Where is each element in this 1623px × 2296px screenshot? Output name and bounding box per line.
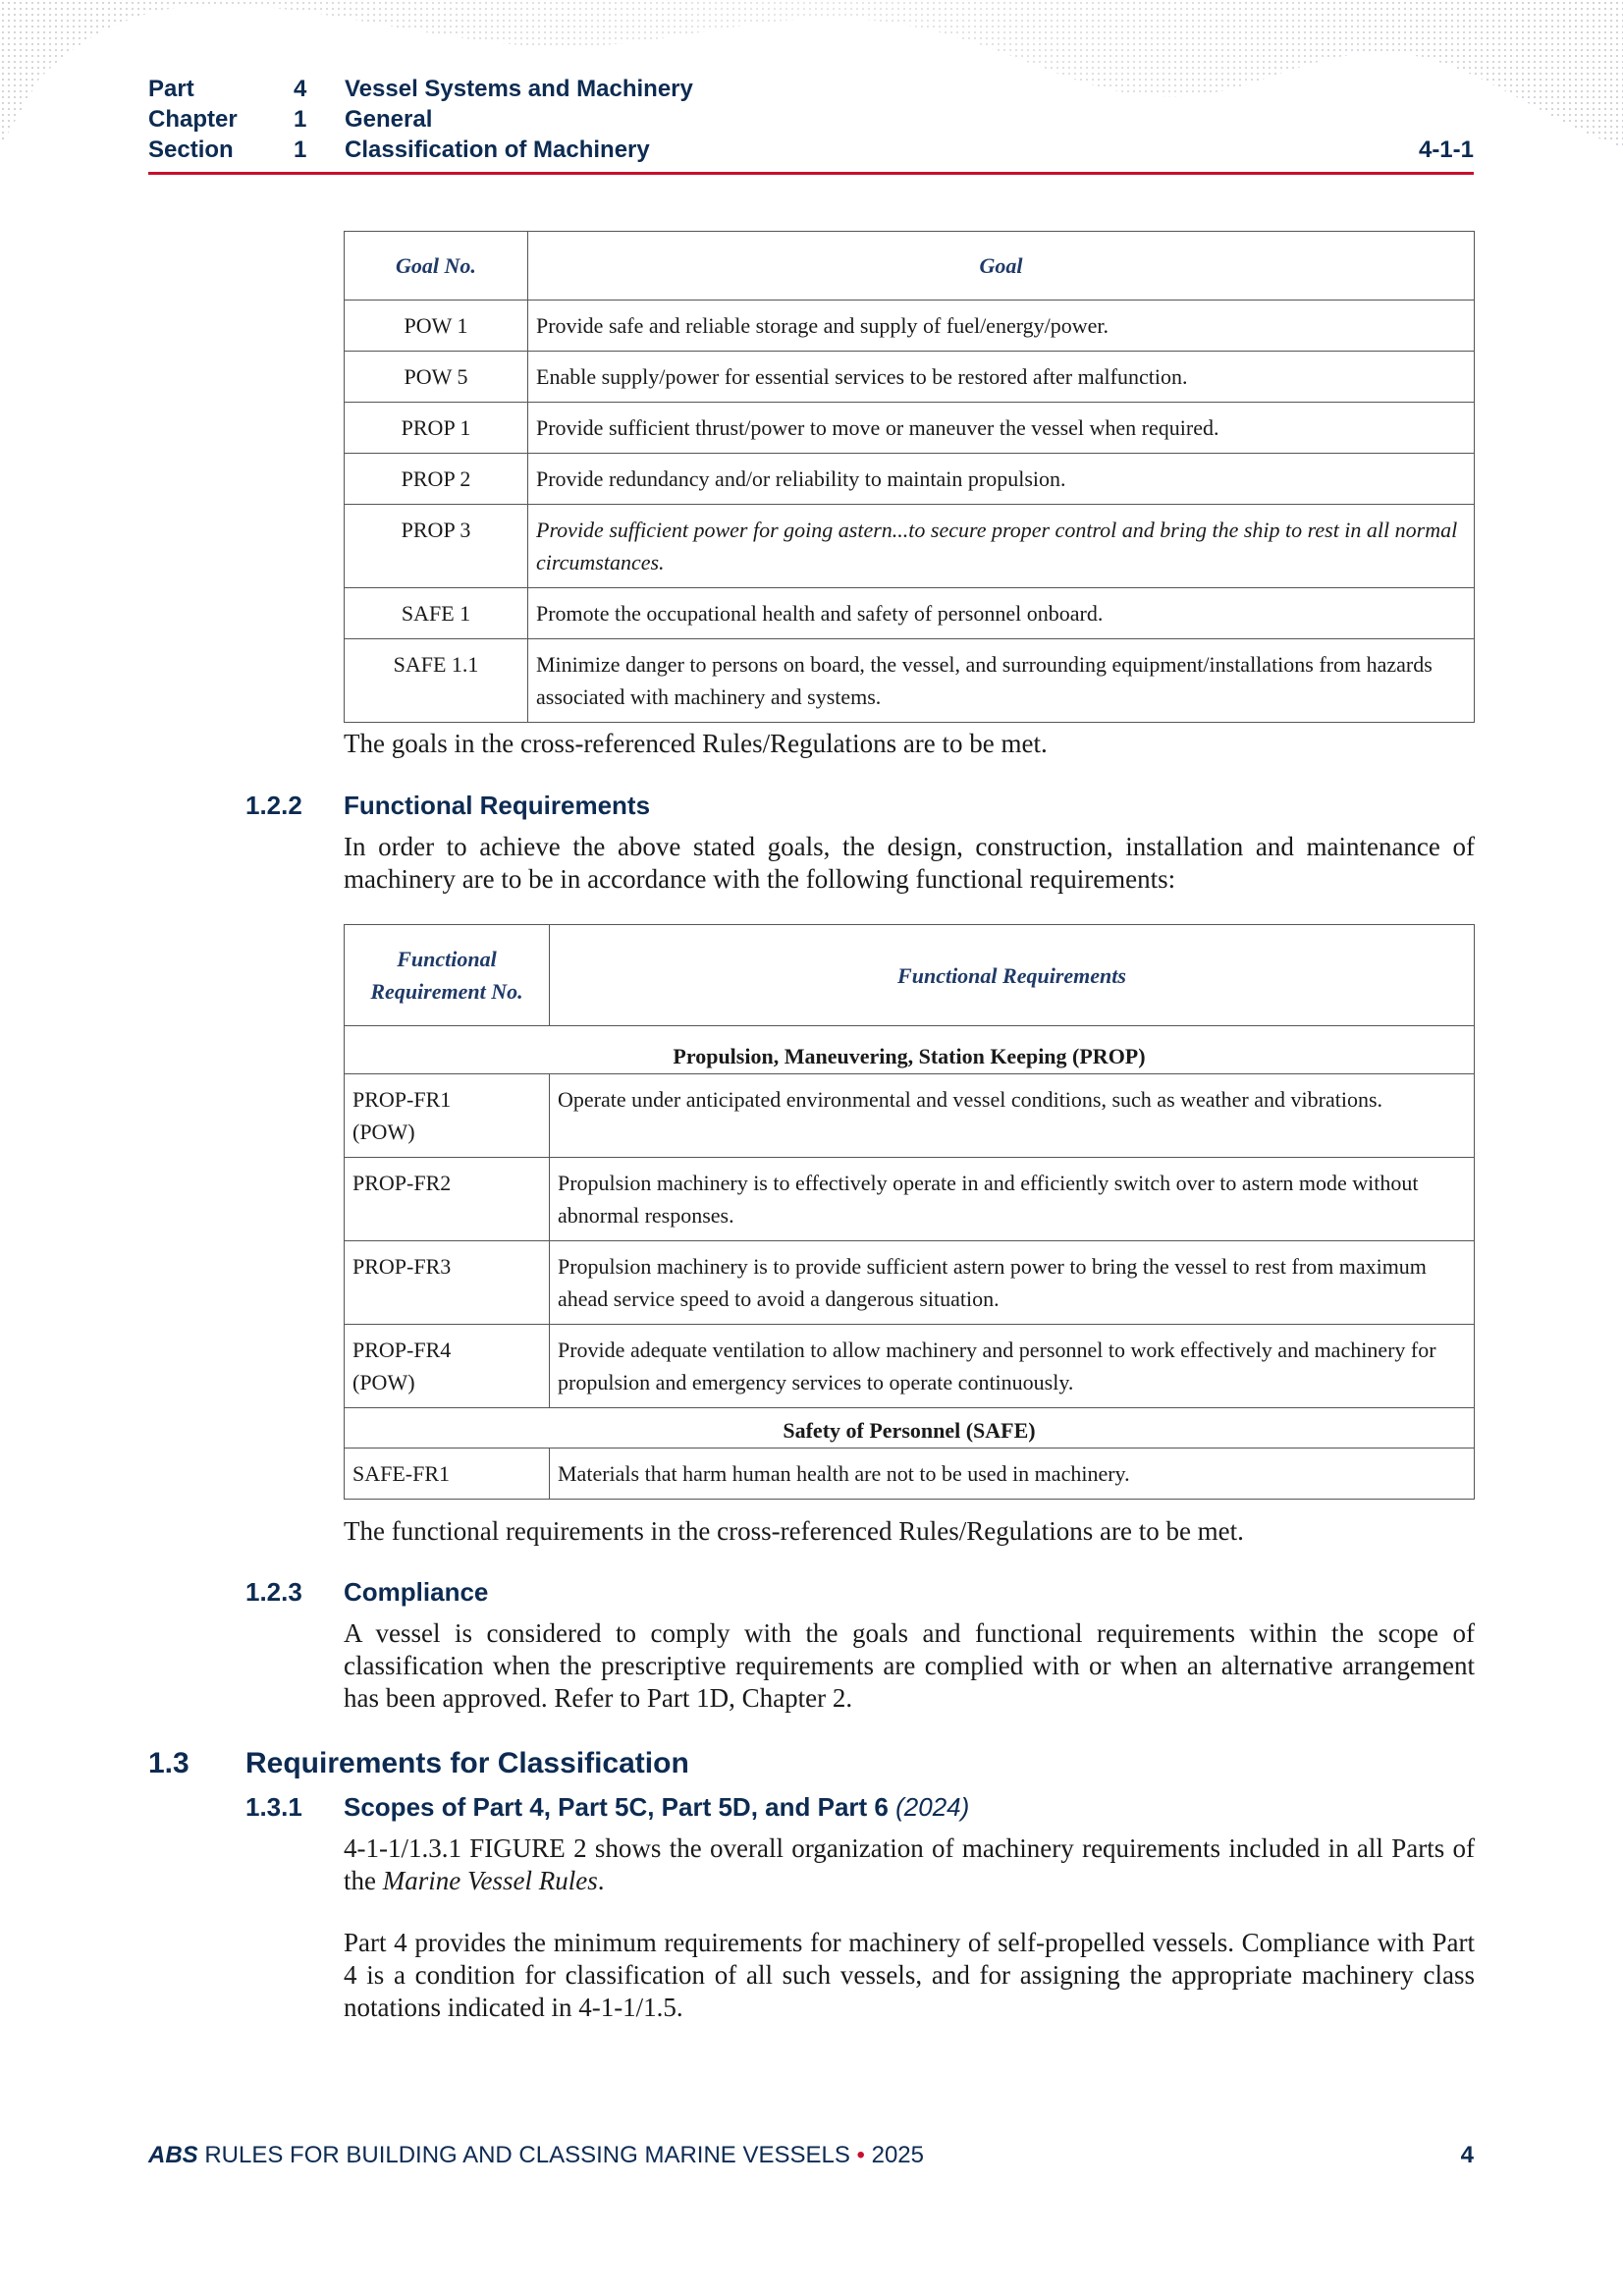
- fr-id-line1: PROP-FR2: [352, 1171, 452, 1195]
- fr-id-line2: (POW): [352, 1120, 415, 1144]
- section-label: Section: [148, 137, 234, 163]
- footer-year: 2025: [871, 2142, 924, 2168]
- goal-text: Enable supply/power for essential services to be restored after malfunction.: [528, 352, 1475, 403]
- footer-title: RULES FOR BUILDING AND CLASSING MARINE VESSELS: [204, 2142, 850, 2168]
- section-number: 1: [294, 137, 307, 163]
- goals-table: [344, 231, 1475, 723]
- table-row: [345, 639, 1475, 723]
- goal-id: POW 5: [345, 352, 528, 403]
- running-header-part: [148, 75, 1474, 104]
- fr-id-line1: PROP-FR3: [352, 1254, 452, 1279]
- fr-text: Propulsion machinery is to effectively operate in and efficiently switch over to astern mode without abnormal responses.: [550, 1158, 1475, 1241]
- table-row: [345, 1074, 1475, 1158]
- goal-id: PROP 2: [345, 454, 528, 505]
- goal-id: SAFE 1: [345, 588, 528, 639]
- section-1-3-number: 1.3: [148, 1747, 189, 1779]
- fr-id: [345, 1158, 550, 1241]
- fr-group-safe: Safety of Personnel (SAFE): [345, 1408, 1475, 1449]
- section-1-3-1-paragraph-1: [344, 1832, 1475, 1897]
- footer-page-number: 4: [1460, 2142, 1474, 2168]
- fr-id: [345, 1241, 550, 1325]
- section-1-2-3-title: Compliance: [344, 1577, 489, 1607]
- table-row: [345, 403, 1475, 454]
- p1-text-b: .: [597, 1866, 605, 1895]
- chapter-title: General: [345, 106, 433, 133]
- page-footer: [148, 2139, 1474, 2172]
- fr-id-line2: (POW): [352, 1370, 415, 1394]
- chapter-label: Chapter: [148, 106, 238, 133]
- table-row: [345, 1325, 1475, 1408]
- table-row: [345, 1241, 1475, 1325]
- section-title: Classification of Machinery: [345, 137, 650, 163]
- table-row: [345, 301, 1475, 352]
- goal-text: Provide redundancy and/or reliability to maintain propulsion.: [528, 454, 1475, 505]
- table-row: [345, 1449, 1475, 1500]
- chapter-number: 1: [294, 106, 307, 133]
- fr-text: Operate under anticipated environmental and vessel conditions, such as weather and vibrations.: [550, 1074, 1475, 1158]
- fr-id-line1: PROP-FR4: [352, 1338, 452, 1362]
- goals-table-header: [345, 232, 1475, 301]
- p1-text-a: 4-1-1/1.3.1 FIGURE 2 shows the overall organization of machinery requirements included in all Parts of the: [344, 1833, 1475, 1895]
- fr-id-line1: PROP-FR1: [352, 1087, 452, 1112]
- part-title: Vessel Systems and Machinery: [345, 76, 693, 102]
- goal-no-header: Goal No.: [345, 232, 528, 301]
- section-1-3-title: Requirements for Classification: [245, 1747, 689, 1779]
- goal-text: Provide sufficient power for going astern...to secure proper control and bring the ship to rest in all normal circumstances.: [528, 505, 1475, 588]
- goal-text: Promote the occupational health and safety of personnel onboard.: [528, 588, 1475, 639]
- goal-text: Provide safe and reliable storage and supply of fuel/energy/power.: [528, 301, 1475, 352]
- fr-table-header: [345, 925, 1475, 1026]
- fr-no-header-line2: Requirement No.: [370, 979, 523, 1004]
- table-row: [345, 454, 1475, 505]
- section-1-3-1-title: Scopes of Part 4, Part 5C, Part 5D, and Part 6: [344, 1792, 889, 1822]
- goal-id: PROP 1: [345, 403, 528, 454]
- goals-note: The goals in the cross-referenced Rules/Regulations are to be met.: [344, 729, 1048, 758]
- section-1-3-1-paragraph-2: Part 4 provides the minimum requirements for machinery of self-propelled vessels. Compliance with Part 4 is a condition for classification of all such vessels, and for assigning the appropriate machinery class notations indicated in 4-1-1/1.5.: [344, 1928, 1475, 2022]
- fr-header: Functional Requirements: [550, 925, 1475, 1026]
- section-1-2-2-number: 1.2.2: [245, 791, 302, 820]
- page-reference: 4-1-1: [1418, 137, 1474, 163]
- table-row: [345, 588, 1475, 639]
- section-1-2-2-intro: In order to achieve the above stated goals, the design, construction, installation and maintenance of machinery are to be in accordance with the following functional requirements:: [344, 832, 1475, 894]
- table-row: [345, 1158, 1475, 1241]
- section-1-2-2-title: Functional Requirements: [344, 791, 651, 820]
- fr-id: [345, 1449, 550, 1500]
- fr-text: Propulsion machinery is to provide sufficient astern power to bring the vessel to rest from maximum ahead service speed to avoid a dangerous situation.: [550, 1241, 1475, 1325]
- fr-group-row: [345, 1026, 1475, 1074]
- table-row: [345, 505, 1475, 588]
- fr-id-line1: SAFE-FR1: [352, 1461, 451, 1486]
- fr-note: The functional requirements in the cross-referenced Rules/Regulations are to be met.: [344, 1516, 1244, 1546]
- part-number: 4: [294, 76, 307, 102]
- section-1-2-3-number: 1.2.3: [245, 1577, 302, 1607]
- goal-text: Provide sufficient thrust/power to move or maneuver the vessel when required.: [528, 403, 1475, 454]
- section-1-3-1-heading: [344, 1790, 969, 1824]
- fr-text: Provide adequate ventilation to allow machinery and personnel to work effectively and machinery for propulsion and emergency services to operate continuously.: [550, 1325, 1475, 1408]
- fr-id: [345, 1325, 550, 1408]
- marine-vessel-rules-ref: Marine Vessel Rules: [382, 1866, 598, 1895]
- goal-id: POW 1: [345, 301, 528, 352]
- fr-no-header-line1: Functional: [397, 947, 497, 971]
- section-1-2-3-text: A vessel is considered to comply with the goals and functional requirements within the scope of classification when the prescriptive requirements are complied with or when an alternative arrangement has been approved. Refer to Part 1D, Chapter 2.: [344, 1618, 1475, 1713]
- header-rule: [148, 172, 1474, 175]
- running-header-chapter: [148, 105, 1474, 135]
- section-1-3-1-year: (2024): [895, 1792, 970, 1822]
- goal-id: PROP 3: [345, 505, 528, 588]
- fr-id: [345, 1074, 550, 1158]
- functional-requirements-table: [344, 924, 1475, 1500]
- footer-separator: •: [856, 2142, 865, 2168]
- fr-group-prop: Propulsion, Maneuvering, Station Keeping (PROP): [345, 1026, 1475, 1074]
- goal-id: SAFE 1.1: [345, 639, 528, 723]
- running-header-section: [148, 136, 1474, 165]
- footer-brand: ABS: [148, 2142, 198, 2168]
- table-row: [345, 352, 1475, 403]
- fr-no-header: [345, 925, 550, 1026]
- goal-text: Minimize danger to persons on board, the vessel, and surrounding equipment/installations from hazards associated with machinery and systems.: [528, 639, 1475, 723]
- goal-header: Goal: [528, 232, 1475, 301]
- fr-group-row: [345, 1408, 1475, 1449]
- section-1-3-1-number: 1.3.1: [245, 1792, 302, 1822]
- part-label: Part: [148, 76, 194, 102]
- fr-text: Materials that harm human health are not to be used in machinery.: [550, 1449, 1475, 1500]
